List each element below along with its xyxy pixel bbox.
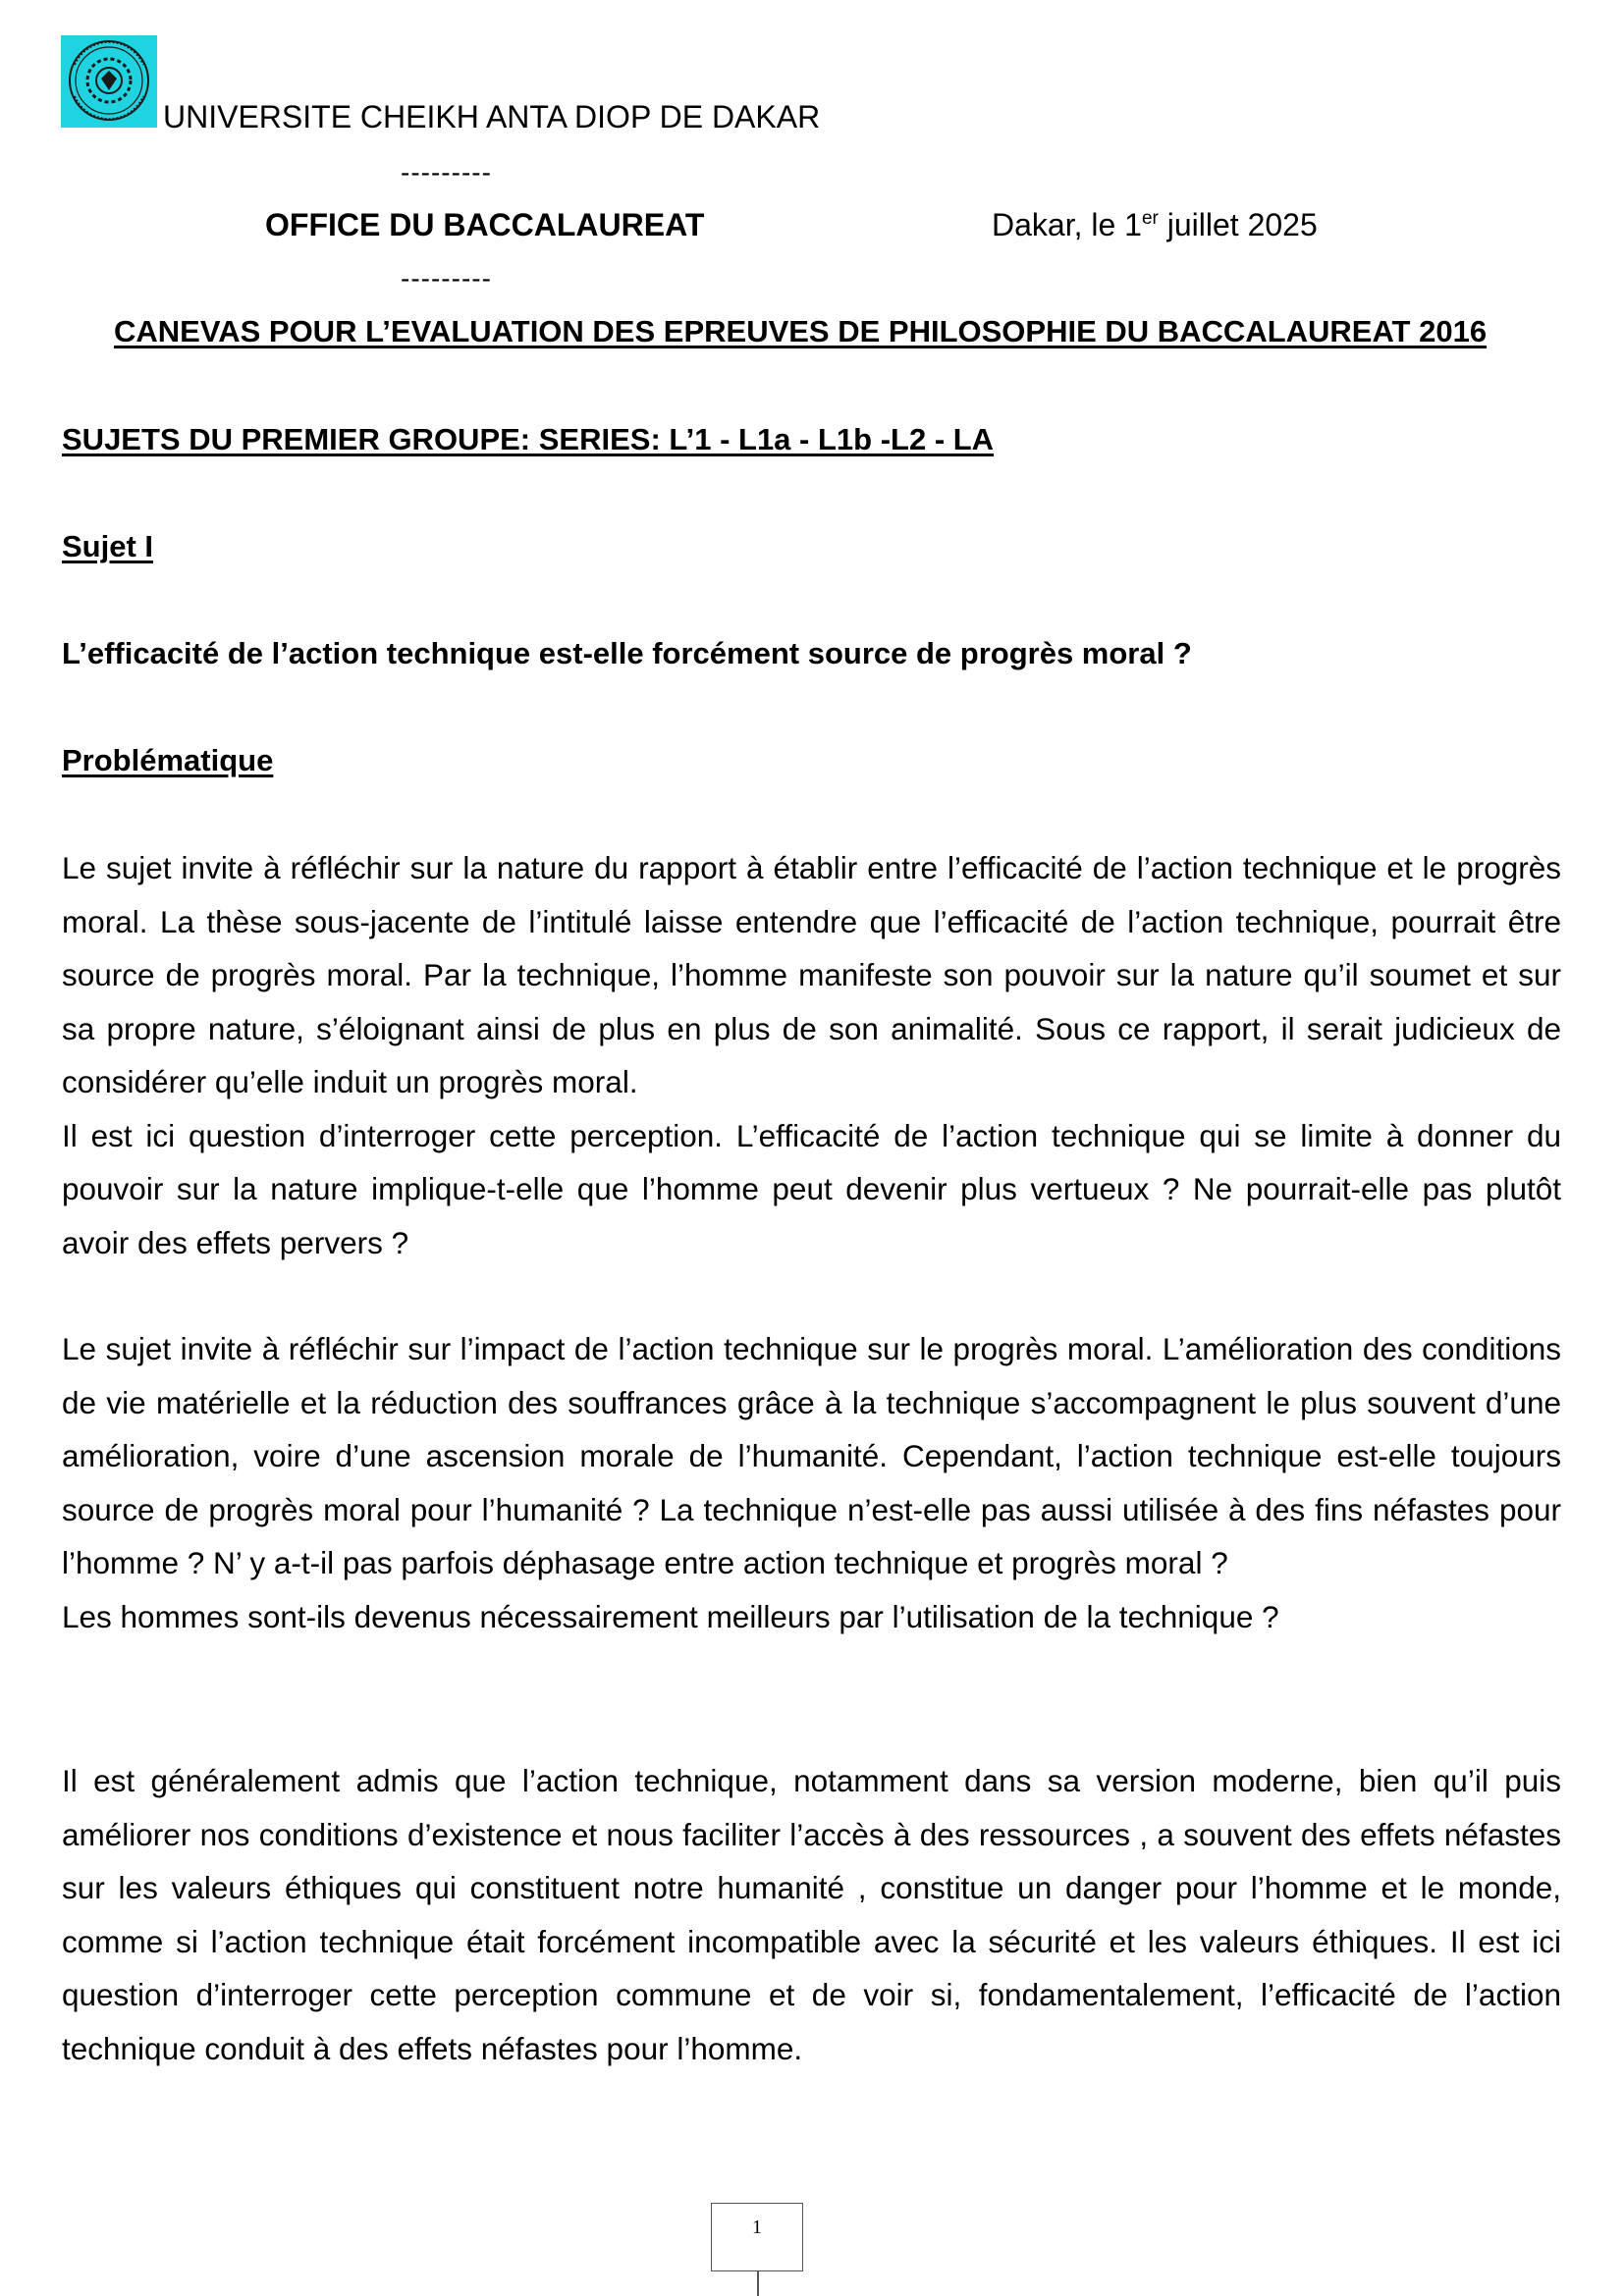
seal-icon [61,35,157,128]
paragraph-text: Le sujet invite à réfléchir sur l’impact de l’action technique sur le progrès moral. L’amélioration des conditions de vie matérielle et la réduction des souffrances grâce à la technique s’accompagnent le plus souvent d’une amélioration, voire d’une ascension morale de l’humanité. Cependant, l’action technique est-elle toujours source de progrès moral pour l’humanité ? La technique n’est-elle pas aussi utilisée à des fins néfastes pour l’homme ? N’ y a-t-il pas parfois déphasage entre action technique et progrès moral ? [62,1331,1561,1580]
date-prefix: Dakar, le 1 [992,207,1142,242]
page-number-connector [757,2271,759,2296]
paragraph-2 [62,1322,1561,1643]
date-suffix: juillet 2025 [1158,207,1318,242]
document-title: CANEVAS POUR L’EVALUATION DES EPREUVES DE PHILOSOPHIE DU BACCALAUREAT 2016 [114,314,1488,348]
page-number: 1 [711,2203,803,2271]
series-heading: SUJETS DU PREMIER GROUPE: SERIES: L’1 - L1a - L1b -L2 - LA [62,422,995,456]
university-seal-logo [61,35,157,128]
office-name: OFFICE DU BACCALAUREAT [265,207,705,242]
problematique-heading: Problématique [62,743,274,777]
date-superscript: er [1141,208,1159,229]
paragraph-text: Les hommes sont-ils devenus nécessairement meilleurs par l’utilisation de la technique ? [62,1598,1279,1634]
paragraph-text: Le sujet invite à réfléchir sur la nature du rapport à établir entre l’efficacité de l’action technique et le progrès moral. La thèse sous-jacente de l’intitulé laisse entendre que l’efficacité de l’action technique, pourrait être source de progrès moral. Par la technique, l’homme manifeste son pouvoir sur la nature qu’il soumet et sur sa propre nature, s’éloignant ainsi de plus en plus de son animalité. Sous ce rapport, il serait judicieux de considérer qu’elle induit un progrès moral. [62,850,1561,1099]
subject-heading: Sujet I [62,529,154,563]
subject-question: L’efficacité de l’action technique est-elle forcément source de progrès moral ? [62,636,1192,670]
paragraph-1 [62,841,1561,1269]
paragraph-3 [62,1754,1561,2075]
date-line [992,205,1318,244]
paragraph-text: Il est généralement admis que l’action technique, notamment dans sa version moderne, bien qu’il puis améliorer nos conditions d’existence et nous faciliter l’accès à des ressources , a souvent des effets néfastes sur les valeurs éthiques qui constituent notre humanité , constitue un danger pour l’homme et le monde, comme si l’action technique était forcément incompatible avec la sécurité et les valeurs éthiques. Il est ici question d’interroger cette perception commune et de voir si, fondamentalement, l’efficacité de l’action technique conduit à des effets néfastes pour l’homme. [62,1763,1561,2066]
university-name: UNIVERSITE CHEIKH ANTA DIOP DE DAKAR [163,99,821,134]
paragraph-text: Il est ici question d’interroger cette perception. L’efficacité de l’action technique qui se limite à donner du pouvoir sur la nature implique-t-elle que l’homme peut devenir plus vertueux ? Ne pourrait-elle pas plutôt avoir des effets pervers ? [62,1117,1561,1260]
separator-line: --------- [401,263,492,294]
separator-line: --------- [401,157,492,187]
